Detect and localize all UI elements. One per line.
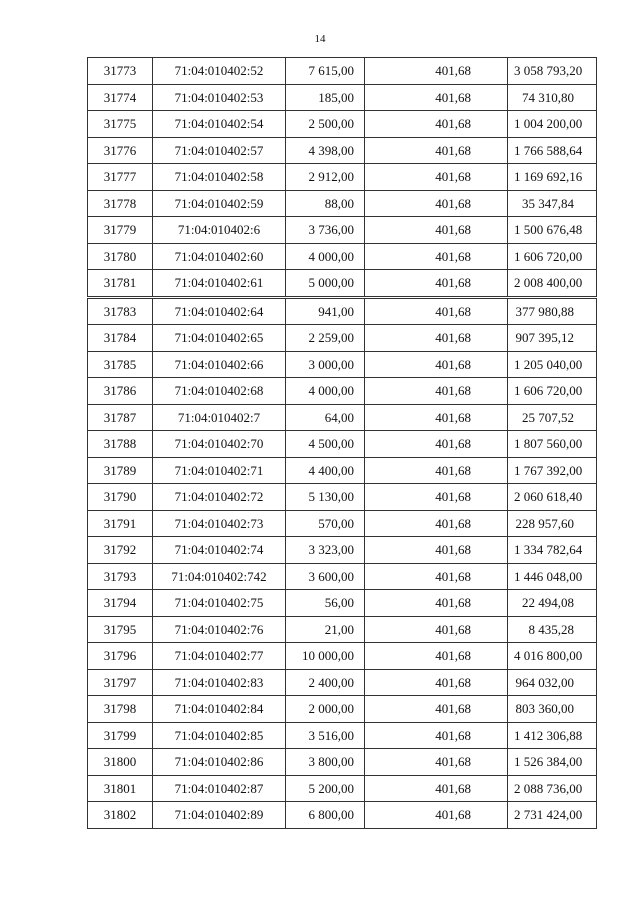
table-row	[88, 537, 597, 564]
row-number-cell: 31785	[88, 351, 153, 378]
table-row	[88, 243, 597, 270]
cadastral-number-cell: 71:04:010402:742	[153, 563, 286, 590]
area-cell: 21,00	[286, 616, 365, 643]
area-cell: 5 200,00	[286, 775, 365, 802]
area-cell: 7 615,00	[286, 58, 365, 85]
area-cell: 5 130,00	[286, 484, 365, 511]
row-number-cell: 31786	[88, 378, 153, 405]
row-number-cell: 31792	[88, 537, 153, 564]
cadastral-value-cell: 3 058 793,20	[508, 58, 597, 85]
cadastral-value-cell: 2 060 618,40	[508, 484, 597, 511]
rate-cell: 401,68	[365, 164, 508, 191]
table-row	[88, 590, 597, 617]
cadastral-number-cell: 71:04:010402:87	[153, 775, 286, 802]
area-cell: 3 800,00	[286, 749, 365, 776]
row-number-cell: 31791	[88, 510, 153, 537]
table-row	[88, 802, 597, 829]
rate-cell: 401,68	[365, 510, 508, 537]
table-row	[88, 643, 597, 670]
rate-cell: 401,68	[365, 378, 508, 405]
area-cell: 56,00	[286, 590, 365, 617]
rate-cell: 401,68	[365, 58, 508, 85]
cadastral-value-cell: 1 606 720,00	[508, 243, 597, 270]
row-number-cell: 31777	[88, 164, 153, 191]
row-number-cell: 31775	[88, 111, 153, 138]
cadastral-number-cell: 71:04:010402:66	[153, 351, 286, 378]
row-number-cell: 31795	[88, 616, 153, 643]
cadastral-value-cell: 22 494,08	[508, 590, 597, 617]
row-number-cell: 31800	[88, 749, 153, 776]
cadastral-number-cell: 71:04:010402:65	[153, 325, 286, 352]
rate-cell: 401,68	[365, 137, 508, 164]
cadastral-value-cell: 1 169 692,16	[508, 164, 597, 191]
table-row	[88, 325, 597, 352]
cadastral-value-cell: 4 016 800,00	[508, 643, 597, 670]
cadastral-number-cell: 71:04:010402:89	[153, 802, 286, 829]
area-cell: 941,00	[286, 297, 365, 325]
rate-cell: 401,68	[365, 696, 508, 723]
cadastral-value-cell: 1 334 782,64	[508, 537, 597, 564]
cadastral-value-cell: 228 957,60	[508, 510, 597, 537]
rate-cell: 401,68	[365, 84, 508, 111]
cadastral-number-cell: 71:04:010402:72	[153, 484, 286, 511]
table-row	[88, 84, 597, 111]
cadastral-number-cell: 71:04:010402:6	[153, 217, 286, 244]
cadastral-number-cell: 71:04:010402:77	[153, 643, 286, 670]
rate-cell: 401,68	[365, 749, 508, 776]
rate-cell: 401,68	[365, 325, 508, 352]
cadastral-number-cell: 71:04:010402:86	[153, 749, 286, 776]
cadastral-value-cell: 1 807 560,00	[508, 431, 597, 458]
cadastral-value-cell: 74 310,80	[508, 84, 597, 111]
table-row	[88, 297, 597, 325]
cadastral-value-cell: 1 500 676,48	[508, 217, 597, 244]
cadastral-value-cell: 2 731 424,00	[508, 802, 597, 829]
row-number-cell: 31788	[88, 431, 153, 458]
cadastral-value-cell: 1 004 200,00	[508, 111, 597, 138]
rate-cell: 401,68	[365, 457, 508, 484]
cadastral-number-cell: 71:04:010402:54	[153, 111, 286, 138]
rate-cell: 401,68	[365, 270, 508, 298]
cadastral-number-cell: 71:04:010402:53	[153, 84, 286, 111]
row-number-cell: 31797	[88, 669, 153, 696]
cadastral-number-cell: 71:04:010402:57	[153, 137, 286, 164]
area-cell: 5 000,00	[286, 270, 365, 298]
row-number-cell: 31787	[88, 404, 153, 431]
rate-cell: 401,68	[365, 669, 508, 696]
rate-cell: 401,68	[365, 404, 508, 431]
page-number: 14	[314, 33, 326, 45]
row-number-cell: 31799	[88, 722, 153, 749]
area-cell: 3 323,00	[286, 537, 365, 564]
cadastral-number-cell: 71:04:010402:7	[153, 404, 286, 431]
area-cell: 4 000,00	[286, 378, 365, 405]
cadastral-value-cell: 35 347,84	[508, 190, 597, 217]
row-number-cell: 31790	[88, 484, 153, 511]
table-row	[88, 58, 597, 85]
row-number-cell: 31801	[88, 775, 153, 802]
row-number-cell: 31780	[88, 243, 153, 270]
row-number-cell: 31794	[88, 590, 153, 617]
rate-cell: 401,68	[365, 643, 508, 670]
cadastral-number-cell: 71:04:010402:58	[153, 164, 286, 191]
cadastral-value-cell: 1 767 392,00	[508, 457, 597, 484]
row-number-cell: 31793	[88, 563, 153, 590]
area-cell: 6 800,00	[286, 802, 365, 829]
cadastral-value-cell: 964 032,00	[508, 669, 597, 696]
table-row	[88, 137, 597, 164]
area-cell: 4 500,00	[286, 431, 365, 458]
row-number-cell: 31778	[88, 190, 153, 217]
area-cell: 2 912,00	[286, 164, 365, 191]
cadastral-value-cell: 1 446 048,00	[508, 563, 597, 590]
cadastral-number-cell: 71:04:010402:74	[153, 537, 286, 564]
table-row	[88, 351, 597, 378]
area-cell: 2 259,00	[286, 325, 365, 352]
area-cell: 64,00	[286, 404, 365, 431]
table-row	[88, 190, 597, 217]
cadastral-value-cell: 2 008 400,00	[508, 270, 597, 298]
area-cell: 185,00	[286, 84, 365, 111]
area-cell: 3 736,00	[286, 217, 365, 244]
cadastral-value-cell: 377 980,88	[508, 297, 597, 325]
area-cell: 2 400,00	[286, 669, 365, 696]
cadastral-number-cell: 71:04:010402:83	[153, 669, 286, 696]
rate-cell: 401,68	[365, 111, 508, 138]
cadastral-number-cell: 71:04:010402:76	[153, 616, 286, 643]
area-cell: 3 600,00	[286, 563, 365, 590]
rate-cell: 401,68	[365, 243, 508, 270]
rate-cell: 401,68	[365, 616, 508, 643]
rate-cell: 401,68	[365, 297, 508, 325]
cadastral-number-cell: 71:04:010402:84	[153, 696, 286, 723]
row-number-cell: 31798	[88, 696, 153, 723]
rate-cell: 401,68	[365, 217, 508, 244]
table-row	[88, 164, 597, 191]
cadastral-value-table	[87, 57, 597, 829]
area-cell: 4 000,00	[286, 243, 365, 270]
row-number-cell: 31776	[88, 137, 153, 164]
cadastral-value-cell: 907 395,12	[508, 325, 597, 352]
table-row	[88, 111, 597, 138]
rate-cell: 401,68	[365, 537, 508, 564]
table-row	[88, 775, 597, 802]
row-number-cell: 31802	[88, 802, 153, 829]
area-cell: 3 516,00	[286, 722, 365, 749]
area-cell: 4 400,00	[286, 457, 365, 484]
rate-cell: 401,68	[365, 722, 508, 749]
cadastral-number-cell: 71:04:010402:59	[153, 190, 286, 217]
cadastral-number-cell: 71:04:010402:73	[153, 510, 286, 537]
row-number-cell: 31784	[88, 325, 153, 352]
table-row	[88, 616, 597, 643]
table-row	[88, 404, 597, 431]
row-number-cell: 31773	[88, 58, 153, 85]
cadastral-value-cell: 803 360,00	[508, 696, 597, 723]
cadastral-value-cell: 1 766 588,64	[508, 137, 597, 164]
table-row	[88, 378, 597, 405]
cadastral-value-cell: 2 088 736,00	[508, 775, 597, 802]
rate-cell: 401,68	[365, 590, 508, 617]
cadastral-value-cell: 1 205 040,00	[508, 351, 597, 378]
area-cell: 88,00	[286, 190, 365, 217]
table-row	[88, 457, 597, 484]
table-row	[88, 696, 597, 723]
row-number-cell: 31779	[88, 217, 153, 244]
cadastral-value-cell: 1 606 720,00	[508, 378, 597, 405]
cadastral-value-cell: 1 412 306,88	[508, 722, 597, 749]
cadastral-value-cell: 1 526 384,00	[508, 749, 597, 776]
area-cell: 4 398,00	[286, 137, 365, 164]
table-body	[88, 58, 597, 829]
table-row	[88, 510, 597, 537]
row-number-cell: 31783	[88, 297, 153, 325]
table-row	[88, 722, 597, 749]
area-cell: 2 000,00	[286, 696, 365, 723]
row-number-cell: 31774	[88, 84, 153, 111]
area-cell: 10 000,00	[286, 643, 365, 670]
table-row	[88, 270, 597, 298]
table-row	[88, 669, 597, 696]
cadastral-value-cell: 8 435,28	[508, 616, 597, 643]
cadastral-number-cell: 71:04:010402:64	[153, 297, 286, 325]
cadastral-number-cell: 71:04:010402:60	[153, 243, 286, 270]
rate-cell: 401,68	[365, 431, 508, 458]
table-row	[88, 563, 597, 590]
table-row	[88, 749, 597, 776]
table-row	[88, 217, 597, 244]
cadastral-number-cell: 71:04:010402:71	[153, 457, 286, 484]
table-row	[88, 431, 597, 458]
cadastral-number-cell: 71:04:010402:52	[153, 58, 286, 85]
rate-cell: 401,68	[365, 484, 508, 511]
rate-cell: 401,68	[365, 775, 508, 802]
cadastral-number-cell: 71:04:010402:61	[153, 270, 286, 298]
area-cell: 2 500,00	[286, 111, 365, 138]
table-row	[88, 484, 597, 511]
cadastral-value-cell: 25 707,52	[508, 404, 597, 431]
cadastral-number-cell: 71:04:010402:68	[153, 378, 286, 405]
cadastral-number-cell: 71:04:010402:85	[153, 722, 286, 749]
row-number-cell: 31789	[88, 457, 153, 484]
cadastral-number-cell: 71:04:010402:70	[153, 431, 286, 458]
rate-cell: 401,68	[365, 351, 508, 378]
rate-cell: 401,68	[365, 563, 508, 590]
cadastral-number-cell: 71:04:010402:75	[153, 590, 286, 617]
rate-cell: 401,68	[365, 802, 508, 829]
area-cell: 570,00	[286, 510, 365, 537]
row-number-cell: 31796	[88, 643, 153, 670]
row-number-cell: 31781	[88, 270, 153, 298]
rate-cell: 401,68	[365, 190, 508, 217]
area-cell: 3 000,00	[286, 351, 365, 378]
